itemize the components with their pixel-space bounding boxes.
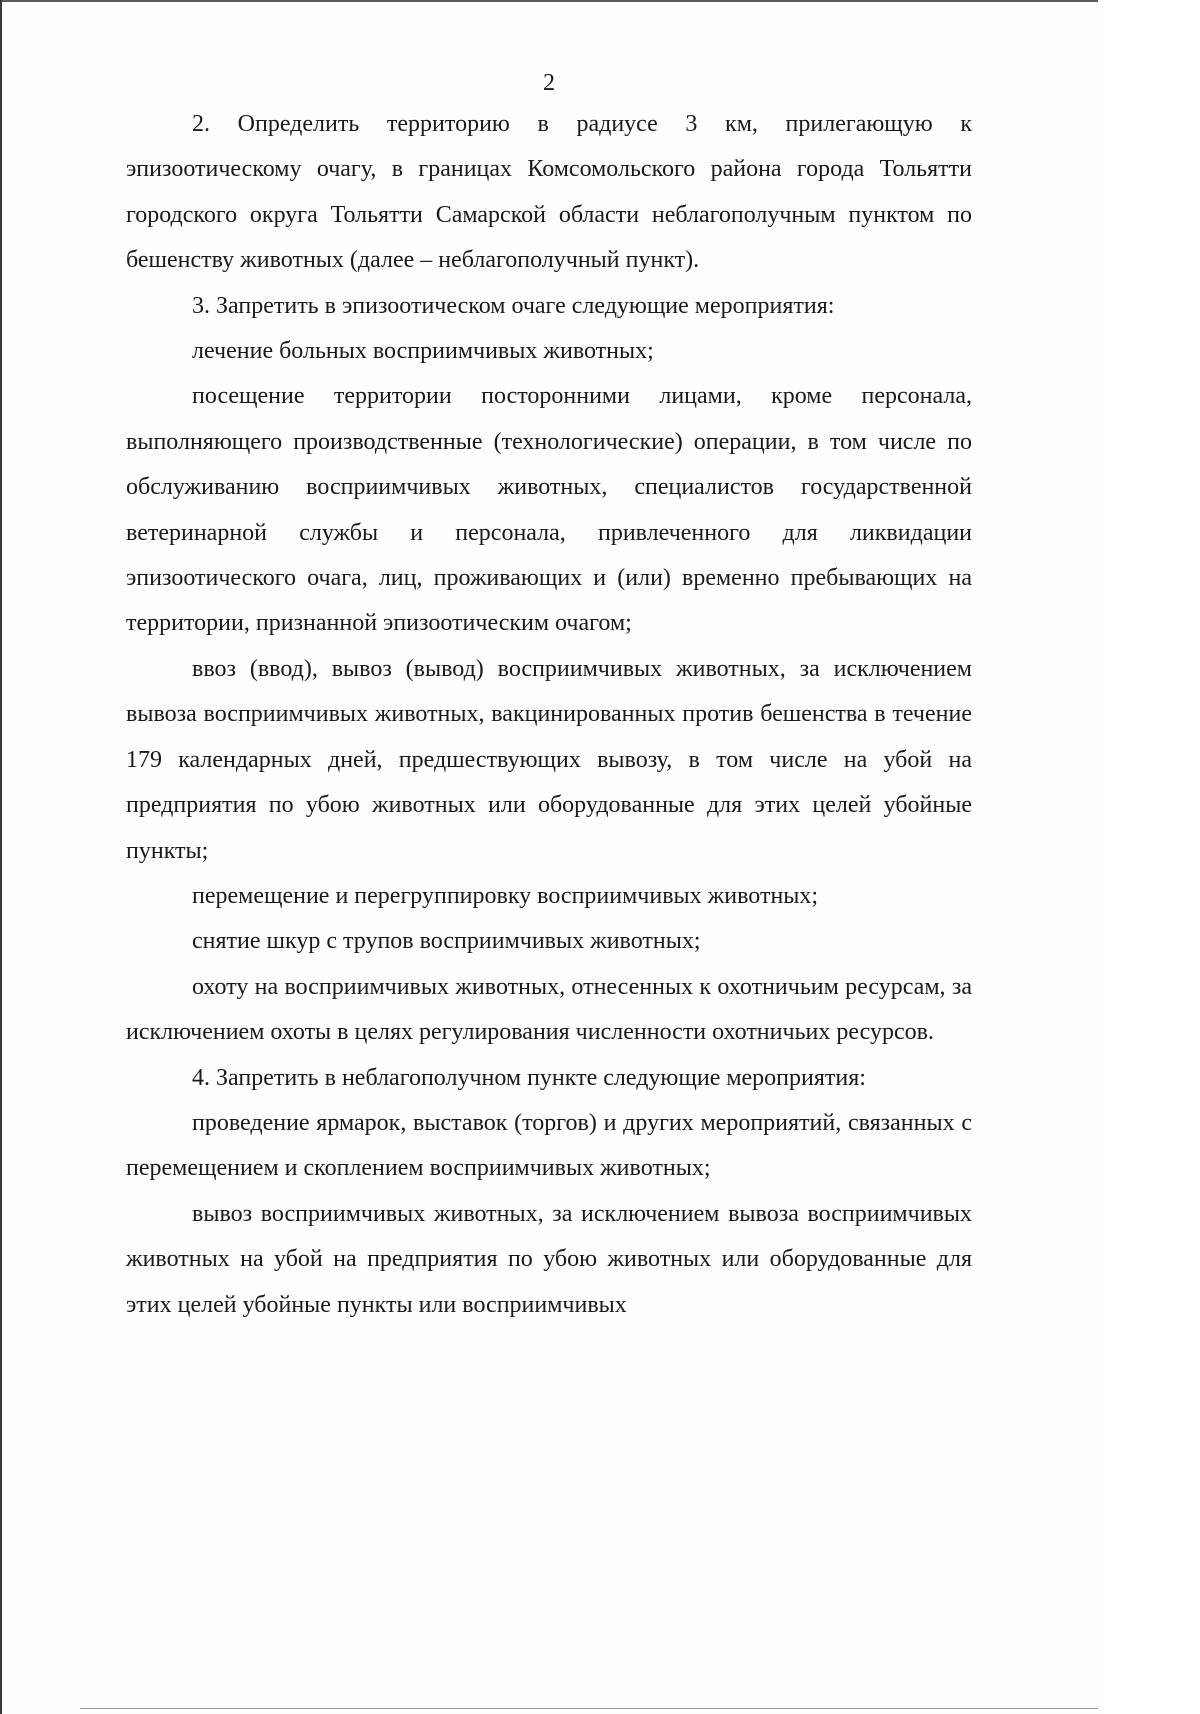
paragraph-regrouping-ban: перемещение и перегруппировку восприимчивых животных; [192,882,819,909]
scan-left-edge [0,0,2,1714]
paragraph-visit-ban: посещение территории посторонними лицами, кроме персонала, выполняющего производственные (технологические) операции, в том числе по обслуживанию восприимчивых животных, специалистов государственной ветеринарной службы и персонала, привлеченного для ликвидации эпизоотического очага, лиц, проживающих и (или) временно пребывающих на территории, признанной эпизоотическим очагом; [126,383,972,637]
paragraph-import-export-ban: ввоз (ввод), вывоз (вывод) восприимчивых животных, за исключением вывоза восприимчивых животных, вакцинированных против бешенства в течение 179 календарных дней, предшествующих вывозу, в том числе на убой на предприятия по убою животных или оборудованные для этих целей убойные пункты; [126,655,972,864]
paragraph-item-2: 2. Определить территорию в радиусе 3 км, прилегающую к эпизоотическому очагу, в границах Комсомольского района города Тольятти городского округа Тольятти Самарской области неблагополучным пунктом по бешенству животных (далее – неблагополучный пункт). [126,111,972,274]
paragraph-export-ban: вывоз восприимчивых животных, за исключением вывоза восприимчивых животных на убой на предприятия по убою животных или оборудованные для этих целей убойные пункты или восприимчивых [126,1200,972,1318]
scan-top-edge [0,0,1098,2]
paragraph-fairs-ban: проведение ярмарок, выставок (торгов) и других мероприятий, связанных с перемещением и скоплением восприимчивых животных; [126,1109,972,1182]
paragraph-item-3: 3. Запретить в эпизоотическом очаге следующие мероприятия: [192,292,835,319]
paragraph-treatment-ban: лечение больных восприимчивых животных; [192,338,654,365]
paragraph-skinning-ban: снятие шкур с трупов восприимчивых животных; [192,928,701,955]
page-number: 2 [543,70,555,96]
scan-bottom-edge [80,1708,1098,1709]
paragraph-hunting-ban: охоту на восприимчивых животных, отнесенных к охотничьим ресурсам, за исключением охоты в целях регулирования численности охотничьих ресурсов. [126,973,972,1046]
paragraph-item-4: 4. Запретить в неблагополучном пункте следующие мероприятия: [192,1064,866,1091]
document-body [126,102,972,1328]
